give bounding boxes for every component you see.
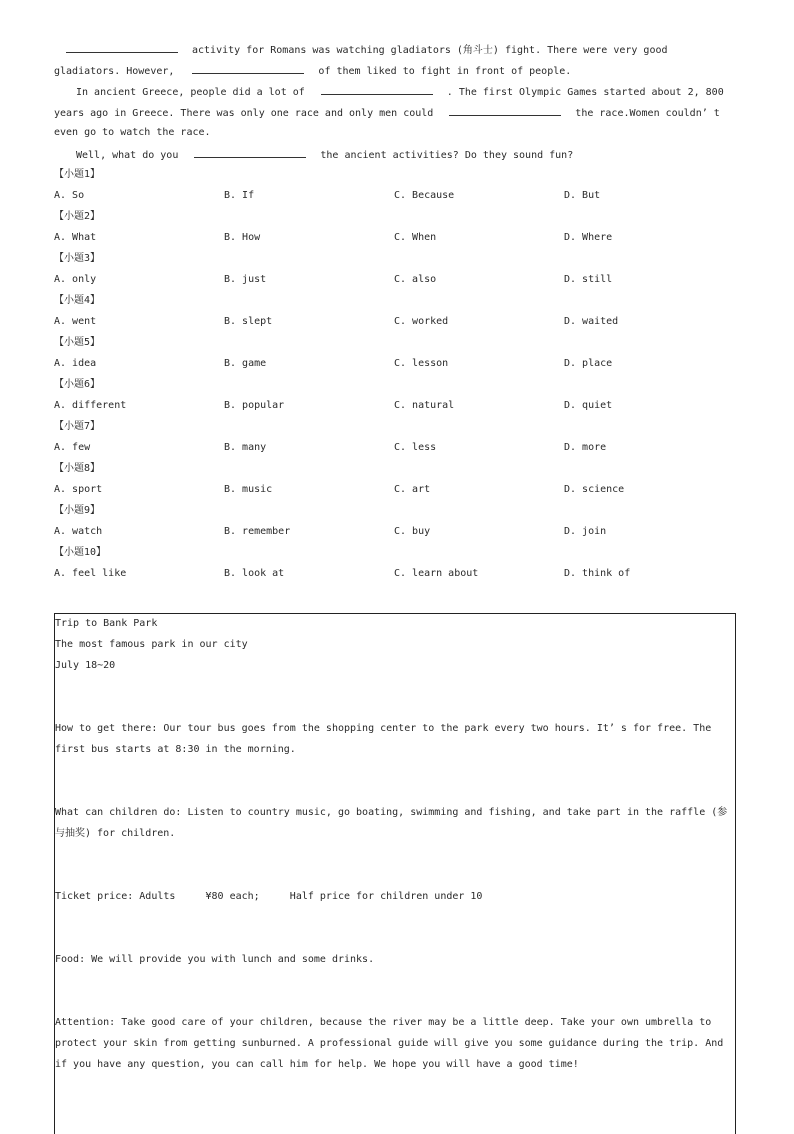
option-d[interactable]: D. Where xyxy=(564,232,613,243)
option-c[interactable]: C. Because xyxy=(394,190,455,201)
option-a[interactable]: A. watch xyxy=(54,526,103,537)
passage-line-2 xyxy=(54,63,571,79)
notice-attention: protect your skin from getting sunburned. A professional guide will give you some guidance during the trip. And xyxy=(55,1038,724,1049)
question-label: 【小题4】 xyxy=(54,295,101,306)
option-b[interactable]: B. game xyxy=(224,358,267,369)
option-d[interactable]: D. still xyxy=(564,274,613,285)
question-label: 【小题3】 xyxy=(54,253,101,264)
option-b[interactable]: B. slept xyxy=(224,316,273,327)
option-b[interactable]: B. remember xyxy=(224,526,291,537)
option-a[interactable]: A. What xyxy=(54,232,97,243)
notice-date: July 18~20 xyxy=(55,660,116,671)
question-label: 【小题5】 xyxy=(54,337,101,348)
passage-line-5: even go to watch the race. xyxy=(54,127,211,138)
option-a[interactable]: A. idea xyxy=(54,358,97,369)
option-b[interactable]: B. If xyxy=(224,190,255,201)
passage-line-3 xyxy=(76,84,724,100)
notice-attention: Attention: Take good care of your children, because the river may be a little deep. Take your own umbrella to xyxy=(55,1017,712,1028)
answer-blank-3[interactable] xyxy=(321,84,433,95)
passage-text: the ancient activities? Do they sound fun? xyxy=(320,150,574,161)
passage-text: activity for Romans was watching gladiators (角斗士) fight. There were very good xyxy=(192,45,668,56)
option-d[interactable]: D. think of xyxy=(564,568,631,579)
option-d[interactable]: D. quiet xyxy=(564,400,613,411)
passage-text: gladiators. However, xyxy=(54,66,175,77)
option-b[interactable]: B. look at xyxy=(224,568,285,579)
passage-line-1 xyxy=(54,42,668,58)
option-a[interactable]: A. few xyxy=(54,442,91,453)
passage-text: Well, what do you xyxy=(76,150,179,161)
option-a[interactable]: A. different xyxy=(54,400,127,411)
passage-text: of them liked to fight in front of people. xyxy=(318,66,572,77)
option-a[interactable]: A. feel like xyxy=(54,568,127,579)
option-b[interactable]: B. popular xyxy=(224,400,285,411)
option-d[interactable]: D. waited xyxy=(564,316,619,327)
notice-children: What can children do: Listen to country music, go boating, swimming and fishing, and take part in the raffle (参 xyxy=(55,807,728,818)
option-a[interactable]: A. went xyxy=(54,316,97,327)
option-b[interactable]: B. many xyxy=(224,442,267,453)
option-d[interactable]: D. But xyxy=(564,190,601,201)
answer-blank-1[interactable] xyxy=(66,42,178,53)
notice-food: Food: We will provide you with lunch and some drinks. xyxy=(55,954,375,965)
question-label: 【小题7】 xyxy=(54,421,101,432)
option-c[interactable]: C. natural xyxy=(394,400,455,411)
option-c[interactable]: C. lesson xyxy=(394,358,449,369)
answer-blank-4[interactable] xyxy=(449,105,561,116)
question-label: 【小题6】 xyxy=(54,379,101,390)
notice-transport: first bus starts at 8:30 in the morning. xyxy=(55,744,296,755)
notice-ticket: Ticket price: Adults ¥80 each; Half price for children under 10 xyxy=(55,891,483,902)
question-label: 【小题8】 xyxy=(54,463,101,474)
option-d[interactable]: D. science xyxy=(564,484,625,495)
question-label: 【小题2】 xyxy=(54,211,101,222)
option-b[interactable]: B. music xyxy=(224,484,273,495)
option-a[interactable]: A. sport xyxy=(54,484,103,495)
notice-children: 与抽奖) for children. xyxy=(55,828,176,839)
notice-attention: if you have any question, you can call him for help. We hope you will have a good time! xyxy=(55,1059,579,1070)
option-c[interactable]: C. worked xyxy=(394,316,449,327)
option-c[interactable]: C. buy xyxy=(394,526,431,537)
option-c[interactable]: C. art xyxy=(394,484,431,495)
question-label: 【小题1】 xyxy=(54,169,101,180)
option-a[interactable]: A. So xyxy=(54,190,85,201)
passage-line-6 xyxy=(76,147,573,163)
option-c[interactable]: C. also xyxy=(394,274,437,285)
option-c[interactable]: C. learn about xyxy=(394,568,479,579)
passage-text: In ancient Greece, people did a lot of xyxy=(76,87,305,98)
option-b[interactable]: B. How xyxy=(224,232,261,243)
passage-text: years ago in Greece. There was only one race and only men could xyxy=(54,108,434,119)
option-c[interactable]: C. When xyxy=(394,232,437,243)
option-b[interactable]: B. just xyxy=(224,274,267,285)
option-a[interactable]: A. only xyxy=(54,274,97,285)
passage-text: . The first Olympic Games started about 2, 800 xyxy=(446,87,724,98)
question-label: 【小题9】 xyxy=(54,505,101,516)
notice-subtitle: The most famous park in our city xyxy=(55,639,248,650)
passage-line-4 xyxy=(54,105,720,121)
question-label: 【小题10】 xyxy=(54,547,107,558)
notice-box xyxy=(54,613,736,1134)
option-d[interactable]: D. more xyxy=(564,442,607,453)
option-d[interactable]: D. join xyxy=(564,526,607,537)
passage-text: the race.Women couldn’ t xyxy=(575,108,720,119)
notice-title: Trip to Bank Park xyxy=(55,618,158,629)
option-c[interactable]: C. less xyxy=(394,442,437,453)
option-d[interactable]: D. place xyxy=(564,358,613,369)
notice-transport: How to get there: Our tour bus goes from the shopping center to the park every two hours. It’ s for free. The xyxy=(55,723,712,734)
answer-blank-2[interactable] xyxy=(192,63,304,74)
answer-blank-5[interactable] xyxy=(194,147,306,158)
